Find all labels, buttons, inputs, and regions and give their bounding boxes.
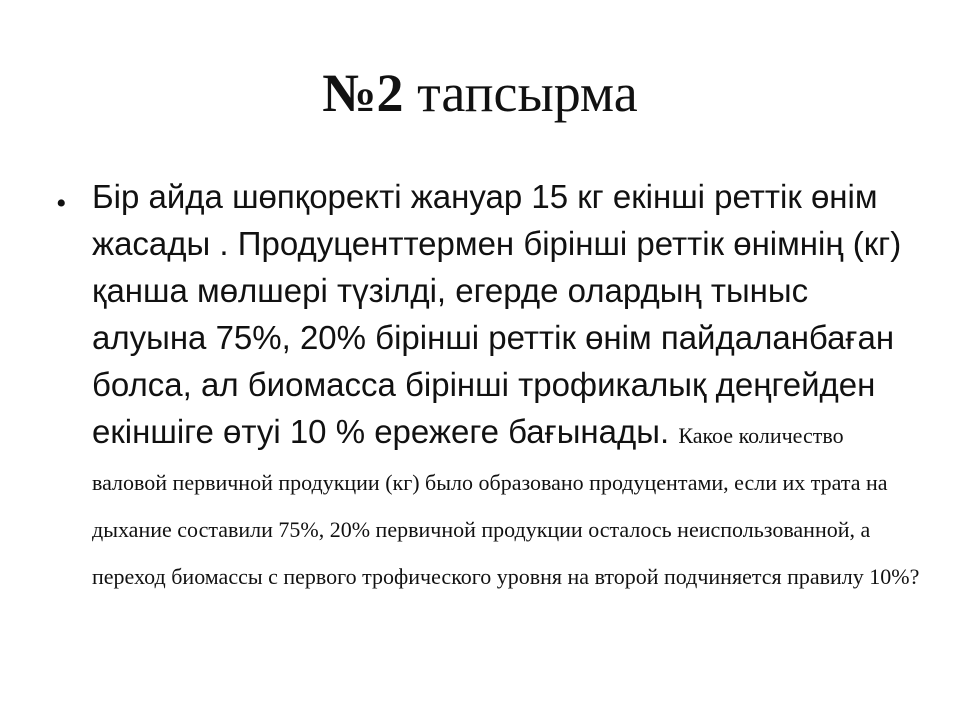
kazakh-text: Бір айда шөпқоректі жануар 15 кг екінші реттік өнім жасады . Продуценттермен бірінші реттік өнімнің (кг) қанша мөлшері түзілді, егерде олардың тыныс алуына 75%, 20% бірінші реттік өнім пайдаланбаған болса, ал биомасса бірінші трофикалық деңгейден екіншіге өтуі 10 % ережеге бағынады. xyxy=(92,178,902,450)
russian-text: Какое количество валовой первичной продукции (кг) было образовано продуцентами, если их трата на дыхание составили 75%, 20% первичной продукции осталось неиспользованной, а переход биомассы с первого трофического уровня на второй подчиняется правилу 10%? xyxy=(92,423,920,589)
bullet-item xyxy=(56,173,926,596)
bullet-icon: • xyxy=(56,187,67,220)
slide-title xyxy=(0,58,960,128)
task-text xyxy=(92,173,922,596)
title-number: №2 xyxy=(322,63,404,123)
title-text: тапсырма xyxy=(403,63,638,123)
